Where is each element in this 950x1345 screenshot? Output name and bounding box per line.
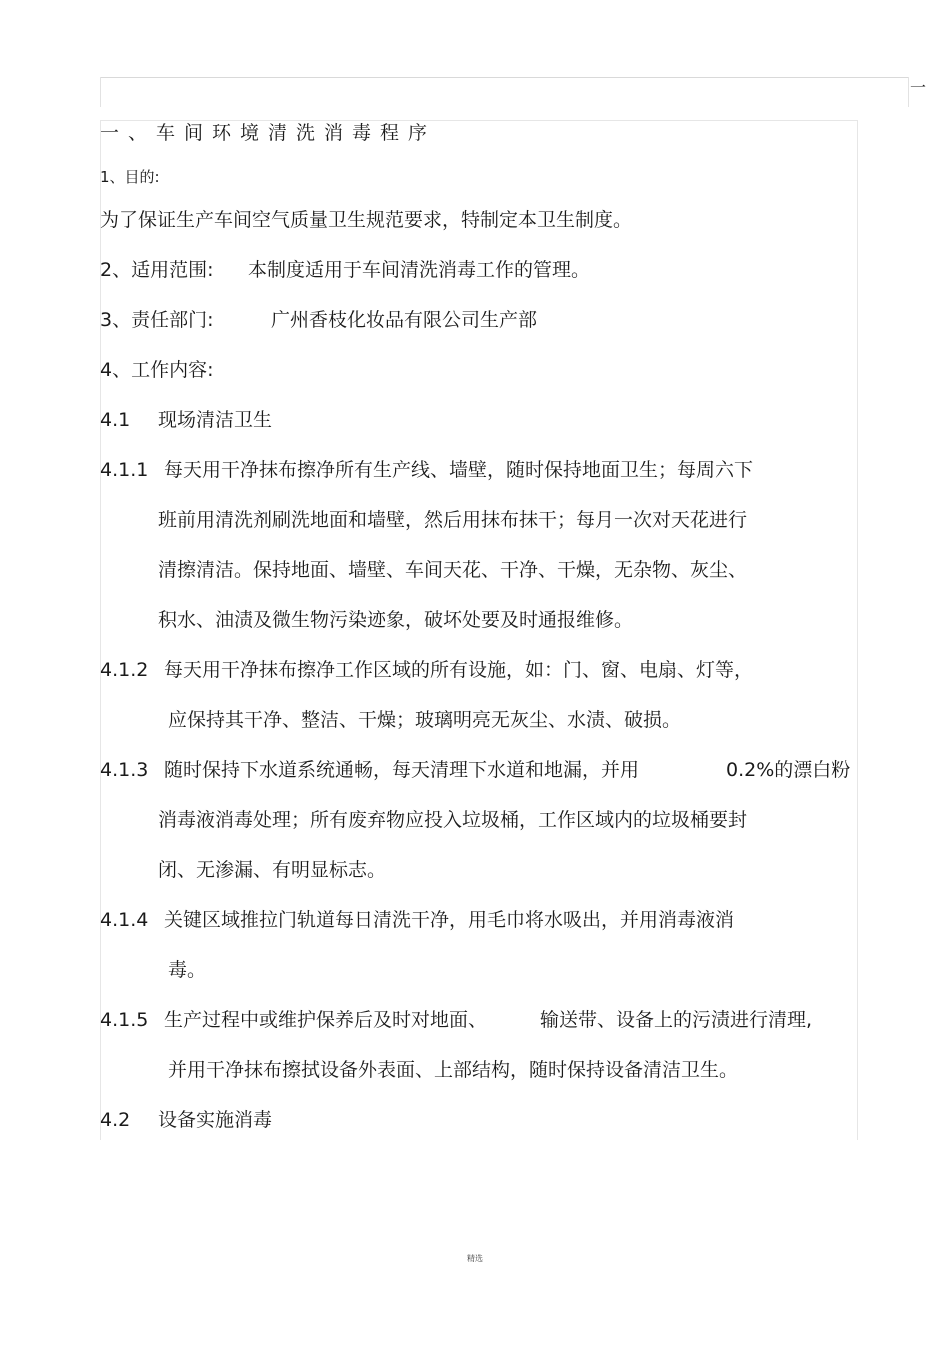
section-2-text: 本制度适用于车间清洗消毒工作的管理。 xyxy=(248,259,591,281)
item-4-1-5-line-tail: 输送带、设备上的污渍进行清理, xyxy=(540,1009,813,1031)
header-rule xyxy=(100,77,908,78)
section-3-text: 广州香枝化妆品有限公司生产部 xyxy=(271,309,538,331)
document-title: 一、车间环境清洗消毒程序 xyxy=(100,122,437,144)
item-4-1-5-line: 生产过程中或维护保养后及时对地面、 xyxy=(164,1009,488,1031)
section-4-1-number: 4.1 xyxy=(100,409,131,431)
section-1-label: 1、目的: xyxy=(100,168,160,186)
item-4-1-1-line: 每天用干净抹布擦净所有生产线、墙壁，随时保持地面卫生；每周六下 xyxy=(164,459,754,481)
section-1-text: 为了保证生产车间空气质量卫生规范要求，特制定本卫生制度。 xyxy=(100,209,633,231)
item-4-1-2-line: 每天用干净抹布擦净工作区域的所有设施，如：门、窗、电扇、灯等， xyxy=(164,659,754,681)
section-4-label: 4、工作内容: xyxy=(100,359,214,381)
item-4-1-5-number: 4.1.5 xyxy=(100,1009,149,1031)
item-4-1-1-line: 清擦清洁。保持地面、墙壁、车间天花、干净、干燥，无杂物、灰尘、 xyxy=(158,559,748,581)
item-4-1-1-number: 4.1.1 xyxy=(100,459,149,481)
item-4-1-2-line: 应保持其干净、整洁、干燥；玻璃明亮无灰尘、水渍、破损。 xyxy=(168,709,682,731)
section-3-label: 3、责任部门: xyxy=(100,309,214,331)
item-4-1-3-line: 闭、无渗漏、有明显标志。 xyxy=(158,859,387,881)
section-4-2-number: 4.2 xyxy=(100,1109,131,1131)
item-4-1-4-line: 关键区域推拉门轨道每日清洗干净，用毛巾将水吸出，并用消毒液消 xyxy=(164,909,735,931)
item-4-1-1-line: 班前用清洗剂刷洗地面和墙壁，然后用抹布抹干；每月一次对天花进行 xyxy=(158,509,748,531)
page-footer: 精选 xyxy=(467,1254,483,1263)
item-4-1-3-line: 随时保持下水道系统通畅，每天清理下水道和地漏，并用 xyxy=(164,759,640,781)
item-4-1-4-number: 4.1.4 xyxy=(100,909,149,931)
item-4-1-4-line: 毒。 xyxy=(168,959,207,981)
section-4-2-title: 设备实施消毒 xyxy=(158,1109,273,1131)
item-4-1-5-line: 并用干净抹布擦拭设备外表面、上部结构，随时保持设备清洁卫生。 xyxy=(168,1059,739,1081)
item-4-1-2-number: 4.1.2 xyxy=(100,659,149,681)
item-4-1-3-line: 消毒液消毒处理；所有废弃物应投入垃圾桶，工作区域内的垃圾桶要封 xyxy=(158,809,748,831)
section-4-1-title: 现场清洁卫生 xyxy=(158,409,273,431)
header-left-border xyxy=(100,77,101,107)
header-corner-mark: 一 xyxy=(910,78,927,97)
section-2-label: 2、适用范围: xyxy=(100,259,214,281)
item-4-1-3-number: 4.1.3 xyxy=(100,759,149,781)
header-right-border xyxy=(908,77,909,107)
item-4-1-1-line: 积水、油渍及微生物污染迹象，破坏处要及时通报维修。 xyxy=(158,609,634,631)
item-4-1-3-line-tail: 0.2%的漂白粉 xyxy=(726,759,851,781)
